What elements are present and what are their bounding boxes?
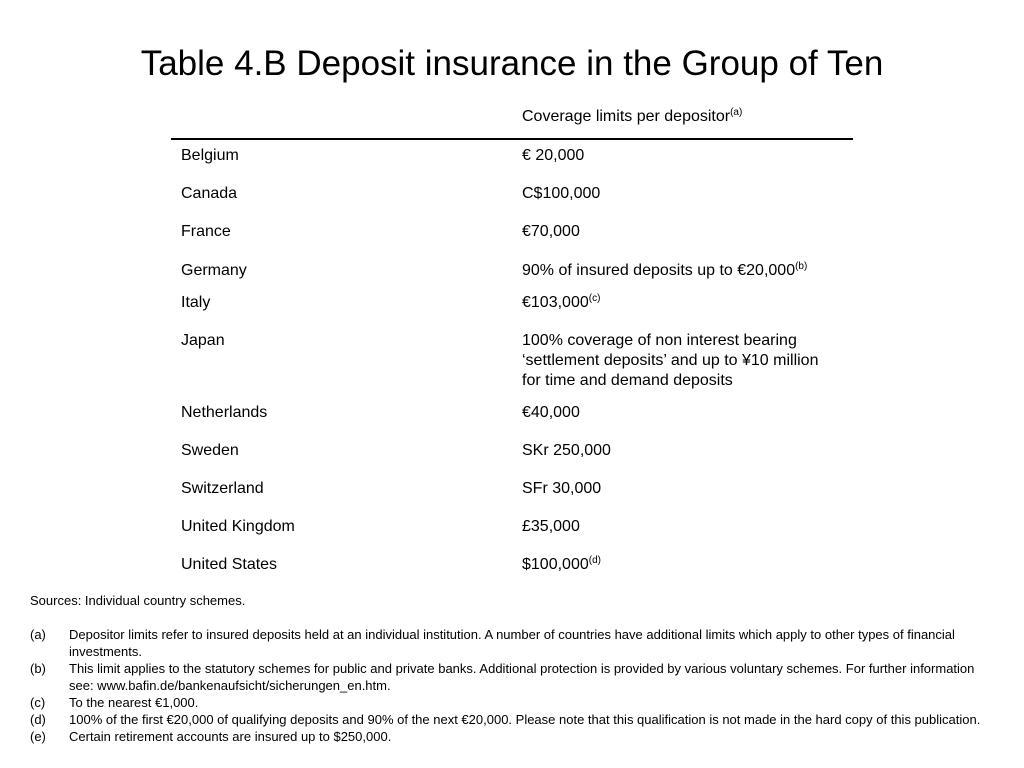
limit-cell [522,261,807,281]
limit-text: 90% of insured deposits up to €20,000 [522,262,796,279]
limit-cell [522,293,600,313]
footnote-mark: (c) [30,695,46,710]
footnote-text: Depositor limits refer to insured deposits held at an individual institution. A number of countries have additional limits which apply to other types of financial investments. [69,627,955,659]
limit-note-ref: (b) [795,261,808,272]
footnote-mark: (a) [30,627,46,642]
footnote-text: Certain retirement accounts are insured up to $250,000. [69,729,392,744]
limit-note-ref: (d) [588,555,601,566]
page-title: Table 4.B Deposit insurance in the Group of Ten [140,44,884,83]
footnote [30,728,1000,745]
limit-text: €70,000 [522,223,580,240]
limit-cell [522,184,600,204]
footnote [30,694,1000,711]
country-cell: Netherlands [181,404,268,421]
country-cell: Germany [181,262,247,279]
country-cell: United Kingdom [181,518,295,535]
limit-cell [522,403,580,423]
footnote-mark: (b) [30,661,46,676]
limit-text: €40,000 [522,404,580,421]
footnote [30,626,1000,660]
limit-text: €103,000 [522,294,589,311]
sources-line: Sources: Individual country schemes. [30,593,246,608]
limit-text: ‘settlement deposits’ and up to ¥10 million [522,352,819,369]
limit-text: C$100,000 [522,185,601,202]
limit-cell [522,555,601,575]
limit-cell [522,331,818,391]
country-cell: Italy [181,294,211,311]
limit-text: SKr 250,000 [522,442,611,459]
limit-text: $100,000 [522,556,589,573]
country-cell: Canada [181,185,238,202]
footnote [30,660,1000,694]
column-header-label: Coverage limits per depositor [522,108,731,125]
country-cell: Belgium [181,147,239,164]
limit-text: for time and demand deposits [522,372,733,389]
footnote-mark: (d) [30,712,46,727]
footnote-mark: (e) [30,729,46,744]
country-cell: Switzerland [181,480,264,497]
limit-note-ref: (c) [588,293,601,304]
header-rule [171,138,853,140]
country-cell: Japan [181,332,225,349]
limit-cell [522,441,611,461]
limit-cell [522,146,584,166]
footnote-text: This limit applies to the statutory schemes for public and private banks. Additional protection is provided by various voluntary schemes. For further information see: www.bafin.de/bankenaufsicht/sicherungen_en.htm. [69,661,975,693]
country-cell: Sweden [181,442,239,459]
limit-cell [522,517,580,537]
column-header [522,106,742,128]
country-cell: France [181,223,231,240]
limit-text: £35,000 [522,518,580,535]
country-cell: United States [181,556,278,573]
column-header-note-ref: (a) [730,107,743,118]
limit-text: SFr 30,000 [522,480,602,497]
footnote [30,711,1000,728]
footnote-text: To the nearest €1,000. [69,695,199,710]
limit-cell [522,479,601,499]
limit-text: € 20,000 [522,147,585,164]
footnote-text: 100% of the first €20,000 of qualifying deposits and 90% of the next €20,000. Please note that this qualification is not made in the hard copy of this publication. [69,712,981,727]
limit-cell [522,222,580,242]
footnotes [30,626,1000,745]
limit-text: 100% coverage of non interest bearing [522,332,797,349]
